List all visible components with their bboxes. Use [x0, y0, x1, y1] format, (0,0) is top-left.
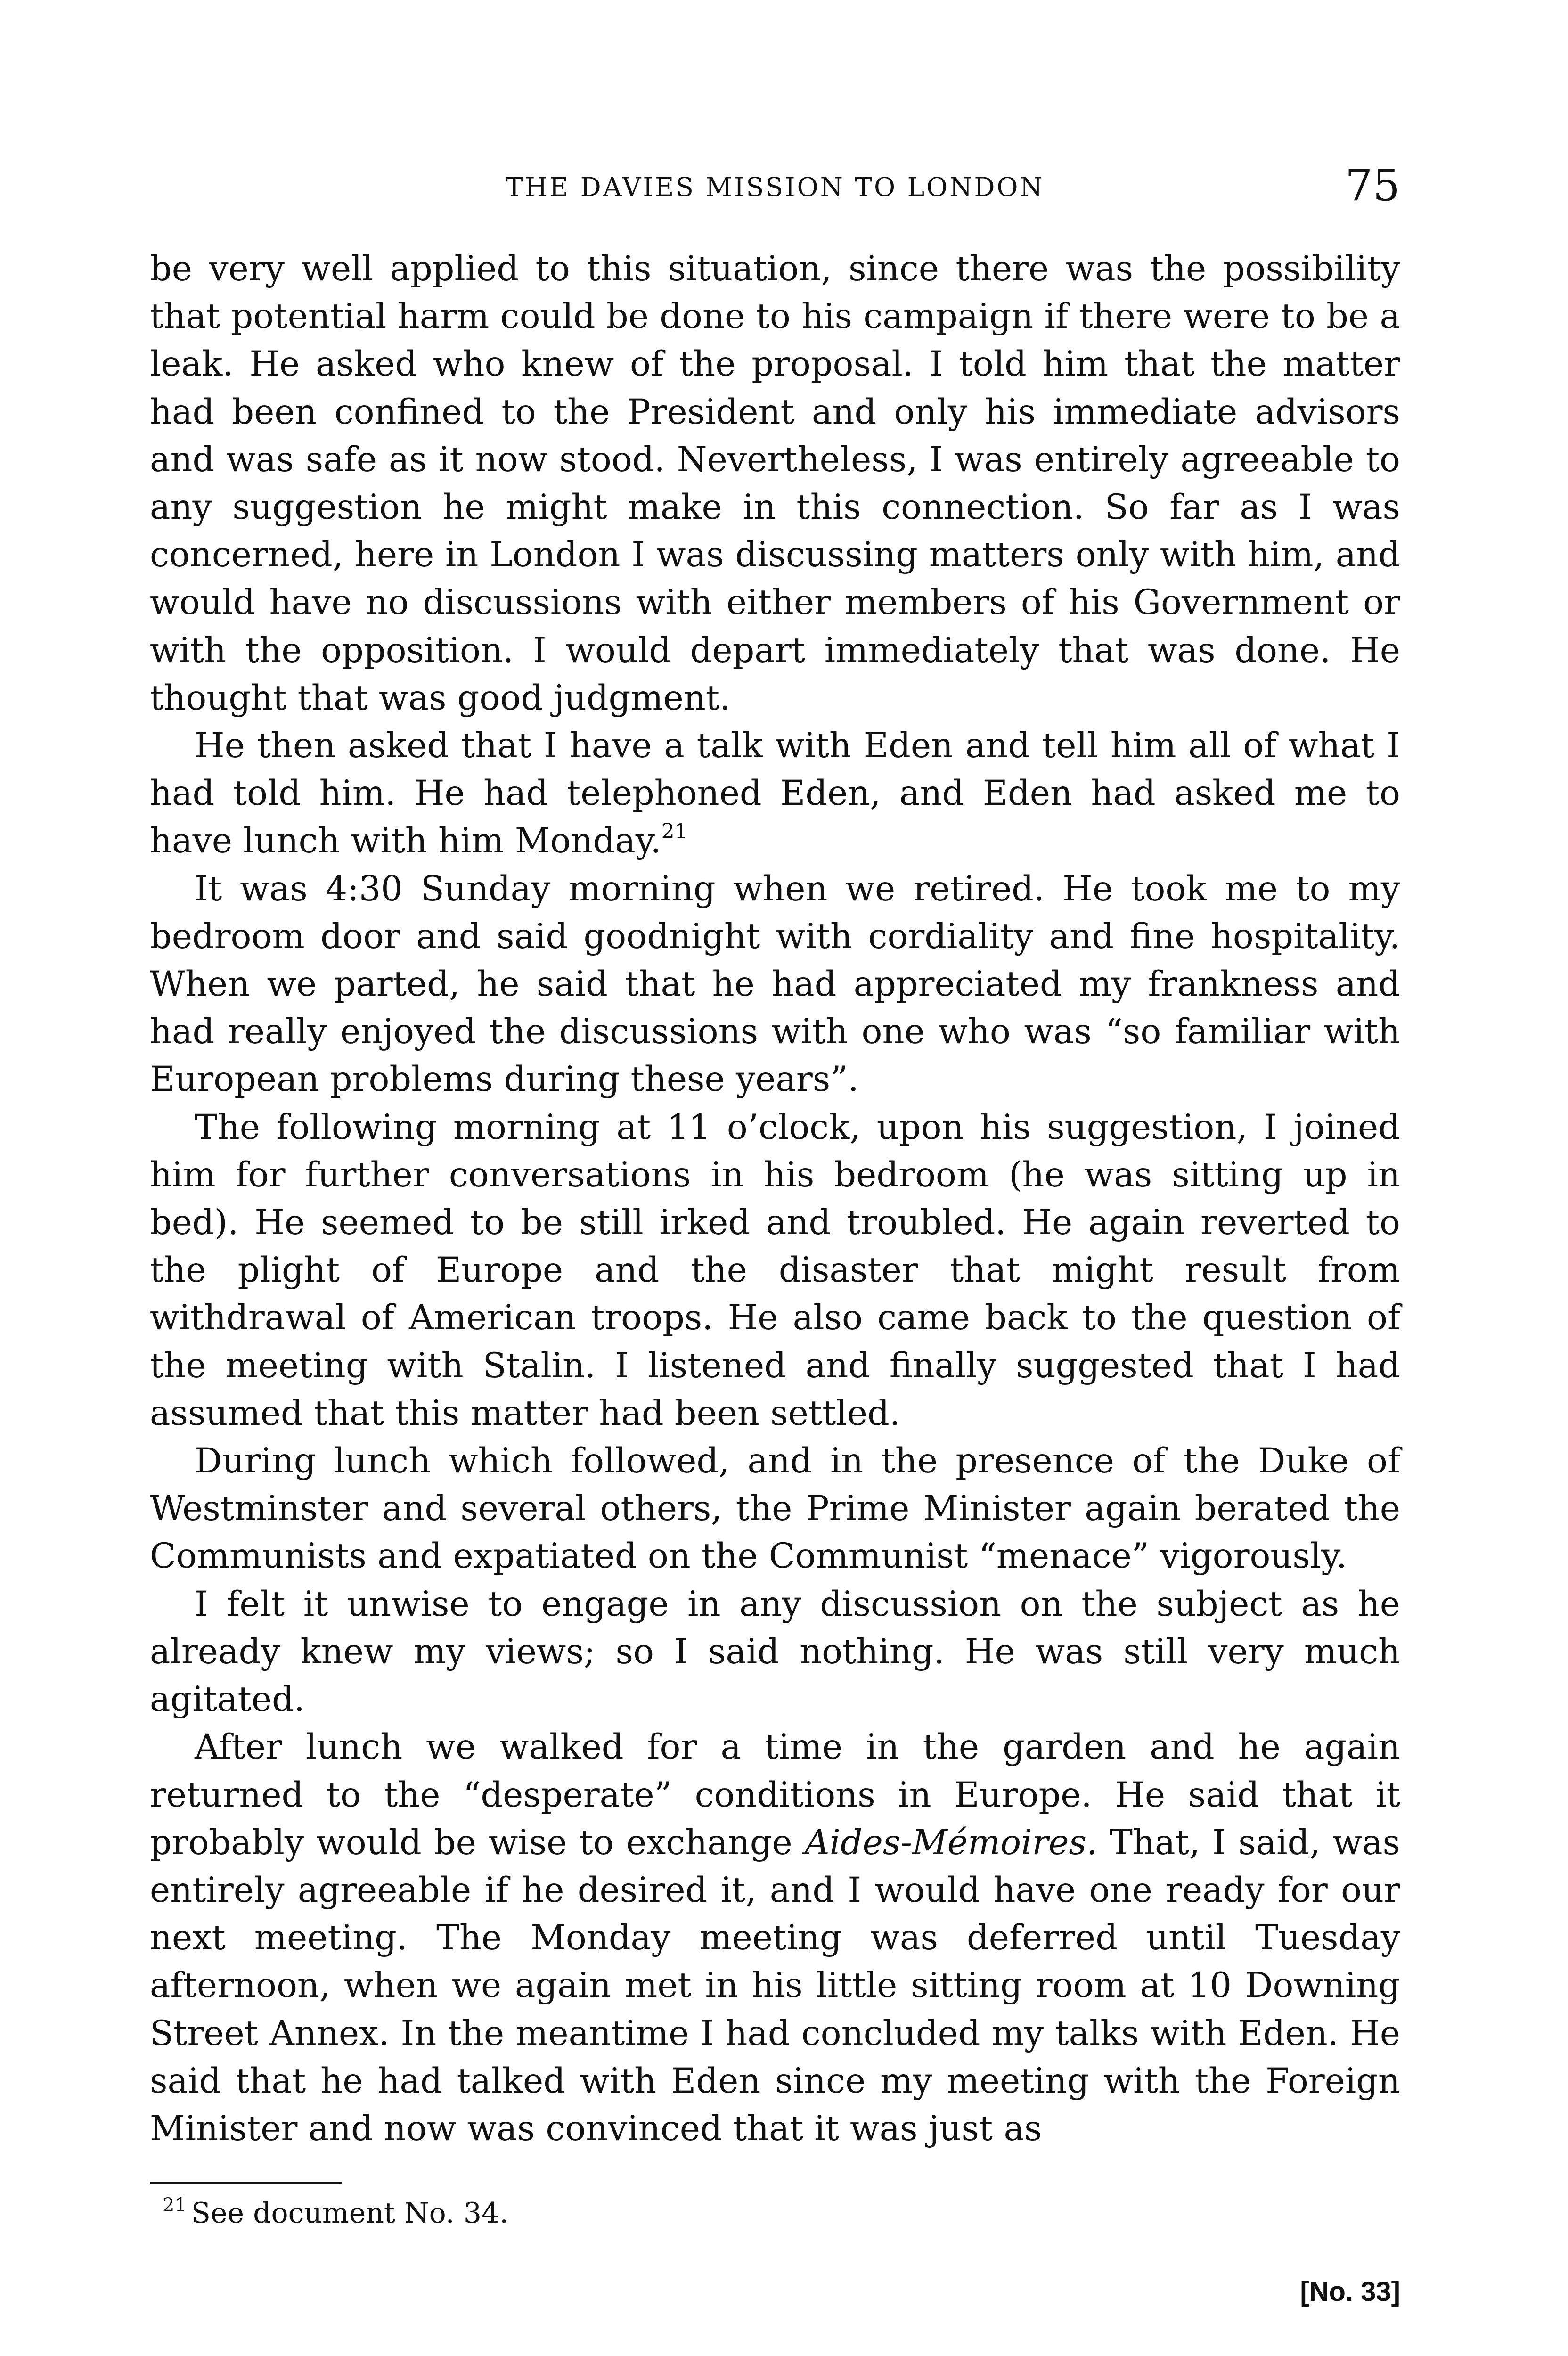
- body-text: [150, 245, 1400, 2152]
- paragraph: [150, 1437, 1400, 1580]
- paragraph: [150, 1580, 1400, 1724]
- paragraph: [150, 722, 1400, 865]
- page-header: [150, 160, 1400, 212]
- paragraph-text: After lunch we walked for a time in the garden and he again returned to the “desperate” conditions in Europe. He said that it probably would be wise to exchange: [150, 1727, 1400, 1863]
- paragraph-text: He then asked that I have a talk with Eden and tell him all of what I had told him. He had telephoned Eden, and Eden had asked me to have lunch with him Monday.: [150, 726, 1400, 861]
- document-number: [No. 33]: [1300, 2276, 1400, 2307]
- running-title: THE DAVIES MISSION TO LONDON: [506, 172, 1045, 202]
- page-number: 75: [1345, 160, 1400, 211]
- paragraph-text: That, I said, was entirely agreeable if he desired it, and I would have one ready for our next meeting. The Monday meeting was deferred until Tuesday afternoon, when we again met in his little sitting room at 10 Downing Street Annex. In the meantime I had concluded my talks with Eden. He said that he had talked with Eden since my meeting with the Foreign Minister and now was convinced that it was just as: [150, 1822, 1400, 2149]
- paragraph-text: be very well applied to this situation, since there was the possibility that potential harm could be done to his campaign if there were to be a leak. He asked who knew of the proposal. I told him that the matter had been confined to the President and only his immediate advisors and was safe as it now stood. Nevertheless, I was entirely agreeable to any suggestion he might make in this connection. So far as I was concerned, here in London I was discussing matters only with him, and would have no discussions with either members of his Government or with the opposition. I would depart immediately that was done. He thought that was good judgment.: [150, 249, 1400, 718]
- footnote-reference: 21: [661, 819, 688, 844]
- paragraph-text: It was 4:30 Sunday morning when we retired. He took me to my bedroom door and said goodnight with cordiality and fine hospitality. When we parted, he said that he had appreciated my frankness and had really enjoyed the discussions with one who was “so familiar with European problems during these years”.: [150, 868, 1400, 1100]
- paragraph: [150, 865, 1400, 1104]
- footnote-text: See document No. 34.: [191, 2197, 509, 2230]
- footnote: [163, 2194, 509, 2230]
- paragraph: [150, 1723, 1400, 2152]
- paragraph-text: The following morning at 11 o’clock, upon his suggestion, I joined him for further conversations in his bedroom (he was sitting up in bed). He seemed to be still irked and troubled. He again reverted to the plight of Europe and the disaster that might result from withdrawal of American troops. He also came back to the question of the meeting with Stalin. I listened and finally suggested that I had assumed that this matter had been settled.: [150, 1107, 1400, 1433]
- footnote-divider: [150, 2182, 342, 2184]
- italic-term: Aides-Mémoires.: [804, 1822, 1098, 1863]
- paragraph-text: I felt it unwise to engage in any discussion on the subject as he already knew my views; so I said nothing. He was still very much agitated.: [150, 1584, 1400, 1720]
- footnote-number: 21: [163, 2194, 187, 2216]
- paragraph: [150, 1104, 1400, 1437]
- paragraph: [150, 245, 1400, 722]
- paragraph-text: During lunch which followed, and in the presence of the Duke of Westminster and several others, the Prime Minister again berated the Communists and expatiated on the Communist “menace” vigorously.: [150, 1441, 1400, 1577]
